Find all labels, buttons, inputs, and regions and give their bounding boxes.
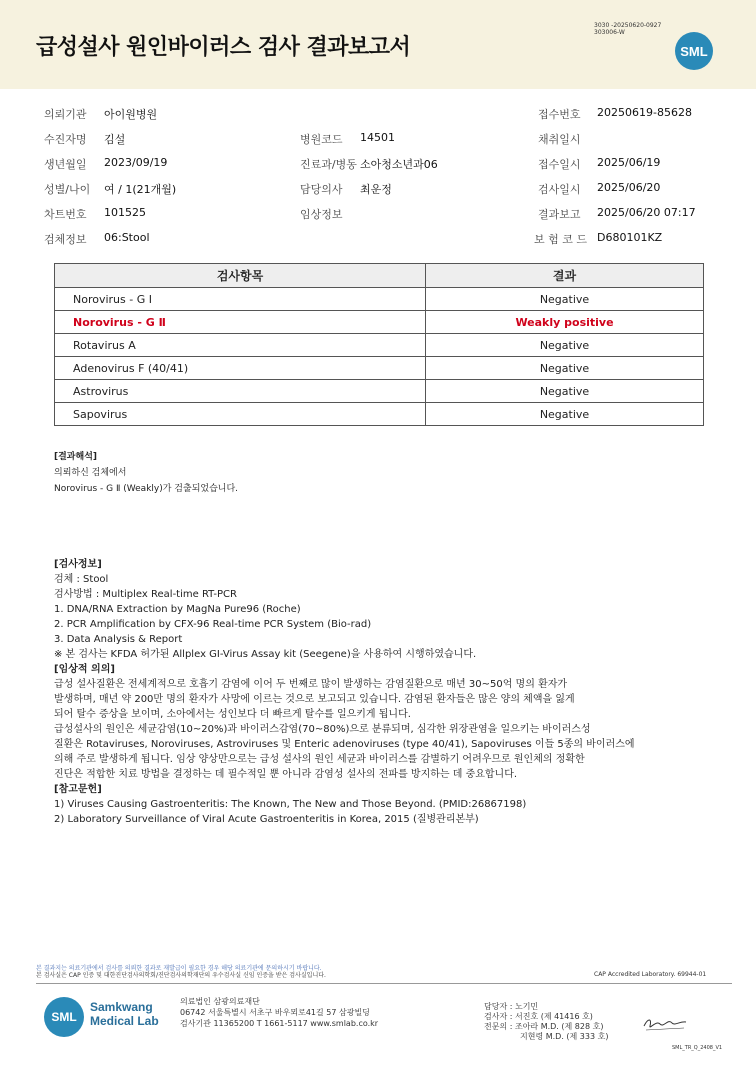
references-heading: [참고문헌] (54, 784, 102, 795)
signer-line: 전문의 : 조아라 M.D. (제 828 호) (484, 1022, 604, 1031)
info-value: D680101KZ (597, 231, 663, 244)
info-label: 접수번호 (538, 108, 581, 121)
sml-logo-icon: SML (44, 997, 84, 1037)
info-label: 임상정보 (300, 208, 343, 221)
clinical-line: 발생하며, 매년 약 200만 명의 환자가 사망에 이르는 것으로 보고되고 있습니다. 감염된 환자들은 많은 양의 체액을 잃게 (54, 694, 575, 705)
table-header-row (55, 264, 704, 288)
info-label: 수진자명 (44, 133, 87, 146)
test-item: Norovirus - G Ⅰ (55, 288, 426, 311)
test-item: Sapovirus (55, 403, 426, 426)
test-info-line: ※ 본 검사는 KFDA 허가된 Allplex GI-Virus Assay kit (Seegene)을 사용하여 시행하였습니다. (54, 649, 477, 660)
test-result: Weakly positive (426, 311, 704, 334)
info-value: 06:Stool (104, 231, 150, 244)
interpretation-line: 의뢰하신 검체에서 (54, 468, 127, 478)
table-row (55, 357, 704, 380)
table-row (55, 380, 704, 403)
test-result: Negative (426, 334, 704, 357)
info-label: 차트번호 (44, 208, 87, 221)
signers (484, 1002, 608, 1042)
company-name-line-2: Medical Lab (90, 1014, 159, 1028)
signer-line: 지현령 M.D. (제 333 호) (520, 1032, 609, 1041)
footer-address (180, 996, 378, 1029)
info-label: 결과보고 (538, 208, 581, 221)
report-code (594, 22, 661, 36)
info-row (34, 125, 724, 150)
company-name-line-1: Samkwang (90, 1000, 153, 1014)
info-label: 담당의사 (300, 183, 343, 196)
signature-icon (640, 1012, 690, 1034)
version-code: SML_TR_Q_2408_V1 (672, 1045, 723, 1051)
info-value: 101525 (104, 206, 146, 219)
cap-accreditation: CAP Accredited Laboratory. 69944-01 (594, 971, 707, 978)
info-value: 최운정 (360, 183, 392, 196)
info-label: 의뢰기관 (44, 108, 87, 121)
clinical-heading: [임상적 의의] (54, 664, 115, 675)
address-line: 의료법인 삼광의료재단 (180, 997, 260, 1006)
header-test-item: 검사항목 (55, 264, 426, 288)
info-row (34, 225, 724, 250)
info-row (34, 100, 724, 125)
info-label: 채취일시 (538, 133, 581, 146)
clinical-line: 질환은 Rotaviruses, Noroviruses, Astroviruses 및 Enteric adenoviruses (type 40/41), Sapoviruses 이들 5종의 바이러스에 (54, 739, 635, 750)
table-row (55, 288, 704, 311)
footer-note-1: 본 결과지는 의료기관에서 검사를 의뢰한 결과로 재발급이 필요한 경우 해당 의료기관에 문의하시기 바랍니다. (36, 965, 322, 972)
info-label: 보 험 코 드 (534, 233, 587, 246)
test-info-line: 1. DNA/RNA Extraction by MagNa Pure96 (Roche) (54, 604, 301, 615)
test-info-line: 3. Data Analysis & Report (54, 634, 183, 645)
clinical-line: 급성 설사질환은 전세계적으로 호흡기 감염에 이어 두 번째로 많이 발생하는 감염질환으로 매년 30~50억 명의 환자가 (54, 679, 568, 690)
test-information (54, 557, 734, 827)
info-label: 진료과/병동 (300, 158, 357, 171)
test-item: Astrovirus (55, 380, 426, 403)
test-info-line: 검사방법 : Multiplex Real-time RT-PCR (54, 589, 237, 600)
report-title: 급성설사 원인바이러스 검사 결과보고서 (36, 35, 411, 60)
info-value: 여 / 1(21개월) (104, 183, 177, 196)
code-line-1: 3030 -20250620-0927 (594, 22, 662, 29)
info-label: 생년월일 (44, 158, 87, 171)
info-row (34, 200, 724, 225)
info-label: 검체정보 (44, 233, 87, 246)
clinical-line: 의해 주로 발생하게 됩니다. 임상 양상만으로는 급성 설사의 원인 세균과 바이러스를 감별하기 어려우므로 원인체의 정확한 (54, 754, 585, 765)
header-result: 결과 (426, 264, 704, 288)
reference-line: 2) Laboratory Surveillance of Viral Acute Gastroenteritis in Korea, 2015 (질병관리본부) (54, 814, 479, 825)
info-label: 성별/나이 (44, 183, 91, 196)
clinical-line: 되어 탈수 증상을 보이며, 소아에서는 성인보다 더 빠르게 탈수를 일으키게 됩니다. (54, 709, 411, 720)
info-label: 검사일시 (538, 183, 581, 196)
info-row (34, 150, 724, 175)
info-value: 2025/06/20 (597, 181, 661, 194)
address-line: 검사기관 11365200 T 1661-5117 www.smlab.co.kr (180, 1019, 379, 1028)
test-result: Negative (426, 357, 704, 380)
info-row (34, 175, 724, 200)
table-row (55, 311, 704, 334)
patient-info (34, 100, 724, 250)
clinical-line: 진단은 적합한 치료 방법을 결정하는 데 필수적일 뿐 아니라 감염성 설사의 전파를 방지하는 데 중요합니다. (54, 769, 518, 780)
footer-logo (44, 997, 159, 1037)
info-value: 2025/06/19 (597, 156, 661, 169)
info-value: 소아청소년과06 (360, 158, 438, 171)
info-value: 2023/09/19 (104, 156, 168, 169)
footer-divider (36, 983, 732, 984)
report-header (0, 0, 756, 89)
test-result: Negative (426, 288, 704, 311)
table-row (55, 334, 704, 357)
reference-line: 1) Viruses Causing Gastroenteritis: The Known, The New and Those Beyond. (PMID:26867198) (54, 799, 527, 810)
info-value: 14501 (360, 131, 395, 144)
info-value: 아이원병원 (104, 108, 158, 121)
info-value: 2025/06/20 07:17 (597, 206, 696, 219)
signer-line: 담당자 : 노기민 (484, 1002, 539, 1011)
clinical-line: 급성설사의 원인은 세균감염(10~20%)과 바이러스감염(70~80%)으로 분류되며, 심각한 위장관염을 일으키는 바이러스성 (54, 724, 591, 735)
address-line: 06742 서울특별시 서초구 바우뫼로41길 57 삼광빌딩 (180, 1008, 370, 1017)
results-table (54, 263, 704, 426)
test-item: Adenovirus F (40/41) (55, 357, 426, 380)
test-info-line: 2. PCR Amplification by CFX-96 Real-time PCR System (Bio-rad) (54, 619, 372, 630)
signer-line: 검사자 : 서진호 (제 41416 호) (484, 1012, 593, 1021)
footer-note-2: 본 검사실은 CAP 인증 및 대한진단검사의학회/진단검사의학재단의 우수검사실 신임 인증을 받은 검사실입니다. (36, 972, 326, 979)
test-item: Rotavirus A (55, 334, 426, 357)
sml-logo: SML (675, 32, 713, 70)
table-row (55, 403, 704, 426)
test-info-heading: [검사정보] (54, 559, 102, 570)
test-item: Norovirus - G Ⅱ (55, 311, 426, 334)
info-label: 병원코드 (300, 133, 343, 146)
info-value: 20250619-85628 (597, 106, 692, 119)
info-label: 접수일시 (538, 158, 581, 171)
interpretation (54, 449, 238, 497)
interpretation-line: Norovirus - G Ⅱ (Weakly)가 검출되었습니다. (54, 484, 239, 494)
test-result: Negative (426, 403, 704, 426)
test-info-line: 검체 : Stool (54, 574, 109, 585)
info-value: 김설 (104, 133, 126, 146)
code-line-2: 303006-W (594, 29, 625, 36)
test-result: Negative (426, 380, 704, 403)
company-name (90, 1000, 190, 1028)
interpretation-heading: [결과해석] (54, 452, 98, 462)
footer-notes (36, 965, 326, 979)
